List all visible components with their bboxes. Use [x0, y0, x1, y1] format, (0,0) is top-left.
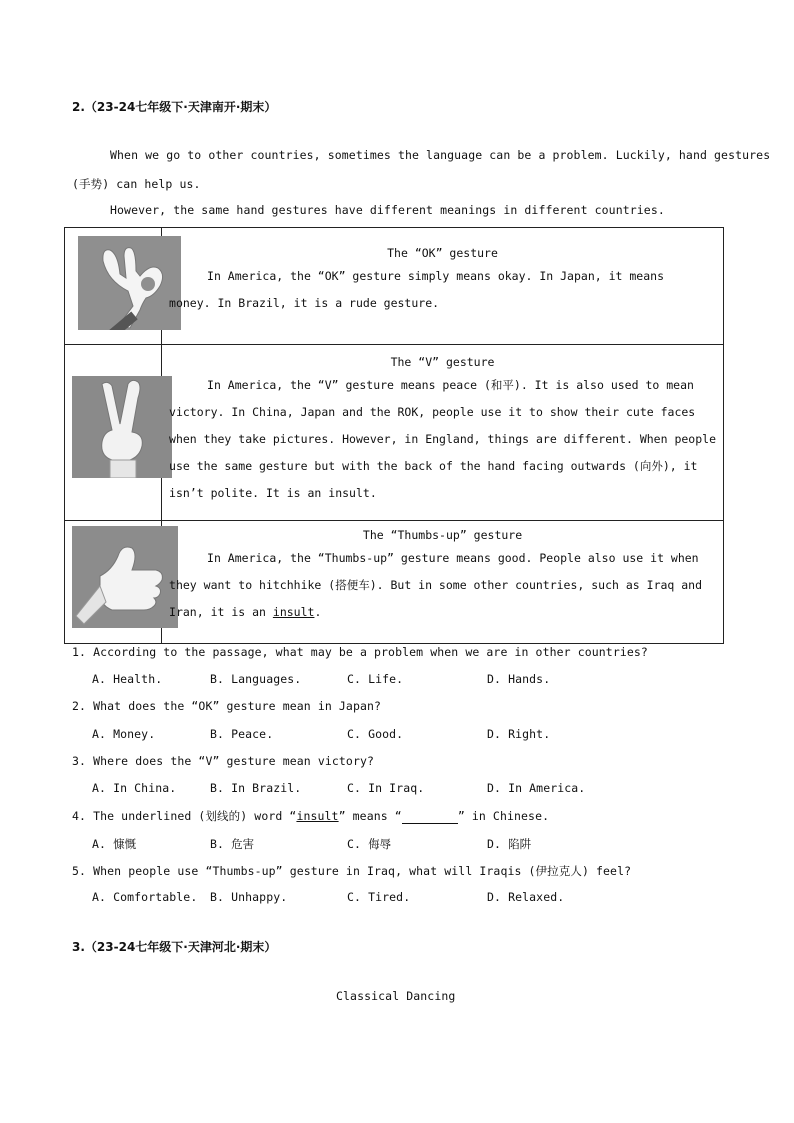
option-a[interactable]: A. Comfortable.	[92, 890, 198, 904]
gesture-text-line: isn’t polite. It is an insult.	[169, 486, 377, 500]
gesture-title: The “V” gesture	[390, 355, 495, 369]
intro-line: However, the same hand gestures have different meanings in different countries.	[110, 203, 665, 217]
option-a[interactable]: A. Health.	[92, 672, 163, 686]
gesture-text-line: In America, the “Thumbs-up” gesture means good. People also use it when	[207, 551, 699, 565]
option-b[interactable]: B. Unhappy.	[210, 890, 288, 904]
gesture-table	[64, 227, 724, 644]
gesture-text-line: In America, the “OK” gesture simply means okay. In Japan, it means	[207, 269, 664, 283]
question-stem: 1. According to the passage, what may be a problem when we are in other countries?	[72, 645, 648, 659]
option-b[interactable]: B. 危害	[210, 837, 255, 851]
question-stem: 4. The underlined (划线的) word “insult” means “ ” in Chinese.	[72, 809, 550, 823]
underlined-word: insult	[272, 605, 315, 619]
question-heading: 2.（23-24七年级下·天津南开·期末）	[72, 100, 277, 114]
option-a[interactable]: A. In China.	[92, 781, 177, 795]
option-d[interactable]: D. Hands.	[487, 672, 551, 686]
option-a[interactable]: A. 慷慨	[92, 837, 137, 851]
gesture-text-line: use the same gesture but with the back of the hand facing outwards (向外), it	[169, 459, 698, 473]
question-heading: 3.（23-24七年级下·天津河北·期末）	[72, 940, 277, 954]
option-c[interactable]: C. Tired.	[347, 890, 411, 904]
question-stem: 2. What does the “OK” gesture mean in Japan?	[72, 699, 382, 713]
gesture-text-line: Iran, it is an insult.	[169, 605, 322, 619]
option-d[interactable]: D. In America.	[487, 781, 586, 795]
option-c[interactable]: C. In Iraq.	[347, 781, 425, 795]
intro-line: (手势) can help us.	[72, 177, 201, 191]
option-c[interactable]: C. Good.	[347, 727, 404, 741]
underlined-word: insult	[296, 809, 339, 823]
option-d[interactable]: D. Right.	[487, 727, 551, 741]
option-c[interactable]: C. 侮辱	[347, 837, 392, 851]
option-b[interactable]: B. Peace.	[210, 727, 274, 741]
v-hand-gesture-image	[72, 376, 172, 478]
gesture-text-line: In America, the “V” gesture means peace (和平). It is also used to mean	[207, 378, 694, 392]
gesture-text-line: money. In Brazil, it is a rude gesture.	[169, 296, 440, 310]
intro-line: When we go to other countries, sometimes the language can be a problem. Luckily, hand gestures	[110, 148, 771, 162]
gesture-text-line: victory. In China, Japan and the ROK, people use it to show their cute faces	[169, 405, 696, 419]
option-d[interactable]: D. Relaxed.	[487, 890, 565, 904]
passage-title: Classical Dancing	[336, 989, 456, 1003]
option-c[interactable]: C. Life.	[347, 672, 404, 686]
table-row	[65, 521, 724, 644]
gesture-text-line: when they take pictures. However, in England, things are different. When people	[169, 432, 716, 446]
gesture-title: The “OK” gesture	[387, 246, 498, 260]
question-stem: 5. When people use “Thumbs-up” gesture in Iraq, what will Iraqis (伊拉克人) feel?	[72, 864, 632, 878]
v-hand-icon	[72, 376, 172, 478]
answer-blank[interactable]	[402, 811, 458, 824]
option-d[interactable]: D. 陷阱	[487, 837, 532, 851]
table-row	[65, 228, 724, 345]
option-b[interactable]: B. Languages.	[210, 672, 302, 686]
question-stem: 3. Where does the “V” gesture mean victory?	[72, 754, 375, 768]
gesture-text-line: they want to hitchhike (搭便车). But in some other countries, such as Iraq and	[169, 578, 703, 592]
option-b[interactable]: B. In Brazil.	[210, 781, 302, 795]
table-row	[65, 345, 724, 521]
gesture-title: The “Thumbs-up” gesture	[362, 528, 523, 542]
option-a[interactable]: A. Money.	[92, 727, 156, 741]
